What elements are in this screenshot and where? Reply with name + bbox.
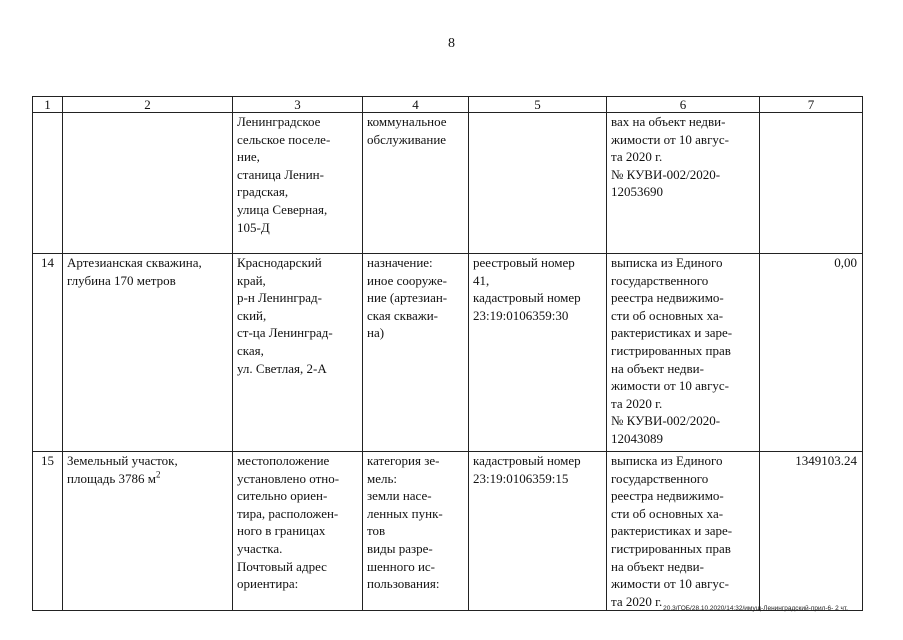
- header-cell-4: 4: [363, 97, 469, 113]
- cell-registry: [469, 113, 607, 254]
- header-cell-6: 6: [607, 97, 760, 113]
- cell-value: [760, 113, 863, 254]
- header-cell-1: 1: [33, 97, 63, 113]
- cell-purpose: коммунальное обслуживание: [363, 113, 469, 254]
- area-unit-superscript: 2: [156, 469, 161, 480]
- cell-purpose: назначение: иное сооруже- ние (артезиан- ская скважи- на): [363, 254, 469, 452]
- cell-address: местоположение установлено отно- сительно ориен- тира, расположен- ного в границах участка. Почтовый адрес ориентира:: [233, 452, 363, 611]
- property-register-table: [32, 96, 863, 611]
- cell-number: 15: [33, 452, 63, 611]
- cell-number: 14: [33, 254, 63, 452]
- header-cell-3: 3: [233, 97, 363, 113]
- cell-registry: реестровый номер 41, кадастровый номер 23:19:0106359:30: [469, 254, 607, 452]
- header-cell-5: 5: [469, 97, 607, 113]
- table-row-15: [33, 452, 863, 611]
- cell-name: [63, 452, 233, 611]
- document-footer-code: 20.3/ГОБ/28.10.2020/14:32/имущ-Ленинградский-прил-6- 2 чт.: [663, 605, 848, 612]
- table-row-14: [33, 254, 863, 452]
- land-plot-name: Земельный участок, площадь 3786 м: [67, 453, 178, 486]
- cell-registry: кадастровый номер 23:19:0106359:15: [469, 452, 607, 611]
- page-number: 8: [448, 36, 455, 51]
- cell-name: Артезианская скважина, глубина 170 метров: [63, 254, 233, 452]
- cell-number: [33, 113, 63, 254]
- cell-address: Краснодарский край, р-н Ленинград- ский, ст-ца Ленинград- ская, ул. Светлая, 2-А: [233, 254, 363, 452]
- cell-name: [63, 113, 233, 254]
- cell-document: выписка из Единого государственного реестра недвижимо- сти об основных ха- рактеристиках и заре- гистрированных прав на объект недви- жимости от 10 авгус- та 2020 г. № КУВИ-002/2020- 12043089: [607, 254, 760, 452]
- cell-document: вах на объект недви- жимости от 10 авгус- та 2020 г. № КУВИ-002/2020- 12053690: [607, 113, 760, 254]
- header-cell-2: 2: [63, 97, 233, 113]
- cell-purpose: категория зе- мель: земли насе- ленных пунк- тов виды разре- шенного ис- пользования:: [363, 452, 469, 611]
- header-cell-7: 7: [760, 97, 863, 113]
- cell-value: 1349103.24: [760, 452, 863, 611]
- table-row-continuation: [33, 113, 863, 254]
- cell-value: 0,00: [760, 254, 863, 452]
- cell-document: выписка из Единого государственного реестра недвижимо- сти об основных ха- рактеристиках и заре- гистрированных прав на объект недви- жимости от 10 авгус- та 2020 г.: [607, 452, 760, 611]
- table-header-row: [33, 97, 863, 113]
- cell-address: Ленинградское сельское поселе- ние, станица Ленин- градская, улица Северная, 105-Д: [233, 113, 363, 254]
